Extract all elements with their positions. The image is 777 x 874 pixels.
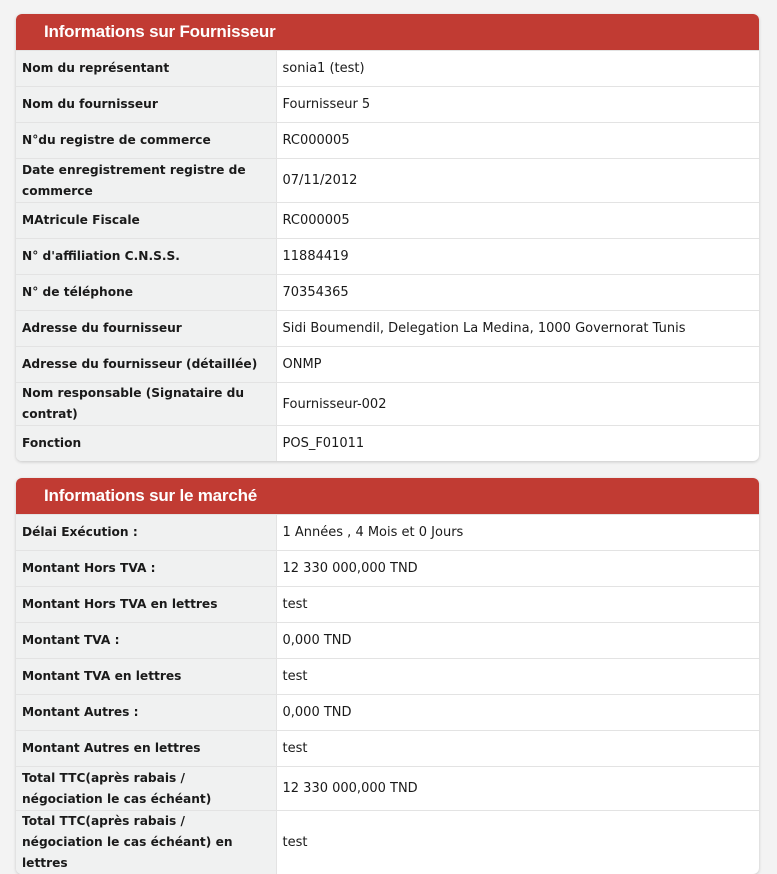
row-value-montant-ht-lettres: test [276,587,759,623]
row-value-adresse-detaillee: ONMP [276,347,759,383]
row-label-montant-autres-lettres: Montant Autres en lettres [16,731,276,767]
row-value-delai-execution: 1 Années , 4 Mois et 0 Jours [276,515,759,551]
row-value-total-ttc-lettres: test [276,811,759,874]
table-row [16,811,759,874]
table-row [16,239,759,275]
row-label-total-ttc-lettres: Total TTC(après rabais / négociation le cas échéant) en lettres [16,811,276,874]
marche-panel-title: Informations sur le marché [16,478,759,514]
table-row [16,123,759,159]
row-value-representant: sonia1 (test) [276,51,759,87]
row-value-nom-responsable: Fournisseur-002 [276,383,759,426]
row-value-nom-fournisseur: Fournisseur 5 [276,87,759,123]
table-row [16,587,759,623]
table-row [16,695,759,731]
row-value-registre-commerce: RC000005 [276,123,759,159]
table-row [16,426,759,462]
table-row [16,767,759,811]
table-row [16,731,759,767]
row-label-adresse: Adresse du fournisseur [16,311,276,347]
row-label-total-ttc: Total TTC(après rabais / négociation le cas échéant) [16,767,276,811]
marche-info-panel [16,478,759,874]
row-label-cnss: N° d'affiliation C.N.S.S. [16,239,276,275]
row-value-cnss: 11884419 [276,239,759,275]
table-row [16,159,759,203]
marche-info-table [16,514,759,874]
fournisseur-panel-title: Informations sur Fournisseur [16,14,759,50]
fournisseur-info-table [16,50,759,461]
row-label-registre-commerce: N°du registre de commerce [16,123,276,159]
table-row [16,515,759,551]
row-value-date-registre: 07/11/2012 [276,159,759,203]
row-label-nom-fournisseur: Nom du fournisseur [16,87,276,123]
row-label-representant: Nom du représentant [16,51,276,87]
row-value-adresse: Sidi Boumendil, Delegation La Medina, 1000 Governorat Tunis [276,311,759,347]
row-label-montant-autres: Montant Autres : [16,695,276,731]
row-value-montant-tva: 0,000 TND [276,623,759,659]
row-label-montant-tva: Montant TVA : [16,623,276,659]
table-row [16,383,759,426]
fournisseur-info-panel [16,14,759,461]
table-row [16,311,759,347]
row-label-montant-ht: Montant Hors TVA : [16,551,276,587]
row-label-nom-responsable: Nom responsable (Signataire du contrat) [16,383,276,426]
row-label-telephone: N° de téléphone [16,275,276,311]
row-label-montant-tva-lettres: Montant TVA en lettres [16,659,276,695]
row-label-matricule-fiscale: MAtricule Fiscale [16,203,276,239]
row-label-delai-execution: Délai Exécution : [16,515,276,551]
row-label-fonction: Fonction [16,426,276,462]
table-row [16,51,759,87]
row-value-montant-autres-lettres: test [276,731,759,767]
row-value-montant-autres: 0,000 TND [276,695,759,731]
row-label-adresse-detaillee: Adresse du fournisseur (détaillée) [16,347,276,383]
table-row [16,347,759,383]
table-row [16,659,759,695]
row-value-montant-tva-lettres: test [276,659,759,695]
row-value-montant-ht: 12 330 000,000 TND [276,551,759,587]
row-value-matricule-fiscale: RC000005 [276,203,759,239]
table-row [16,551,759,587]
row-value-telephone: 70354365 [276,275,759,311]
table-row [16,275,759,311]
row-label-date-registre: Date enregistrement registre de commerce [16,159,276,203]
table-row [16,623,759,659]
row-value-fonction: POS_F01011 [276,426,759,462]
row-label-montant-ht-lettres: Montant Hors TVA en lettres [16,587,276,623]
row-value-total-ttc: 12 330 000,000 TND [276,767,759,811]
table-row [16,203,759,239]
table-row [16,87,759,123]
